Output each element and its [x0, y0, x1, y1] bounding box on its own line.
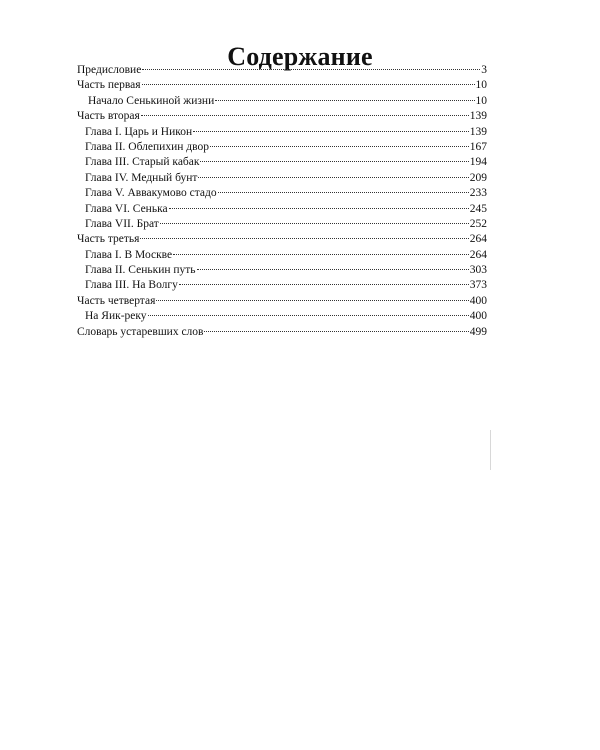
dot-leader — [140, 238, 468, 239]
dot-leader — [142, 84, 475, 85]
dot-leader — [218, 192, 469, 193]
toc-entry-title: Часть первая — [77, 79, 141, 92]
toc-entry-title: Глава VI. Сенька — [85, 202, 168, 215]
toc-entry-page: 167 — [469, 140, 487, 153]
toc-entry-page: 10 — [475, 94, 487, 107]
toc-entry-page: 303 — [469, 264, 487, 277]
toc-entry-title: На Яик-реку — [85, 310, 147, 323]
dot-leader — [148, 315, 469, 316]
toc-entry-page: 194 — [469, 156, 487, 169]
toc-entry-part-two — [77, 109, 487, 124]
dot-leader — [156, 300, 468, 301]
toc-entry-page: 264 — [469, 248, 487, 261]
toc-entry-senka-life — [77, 94, 487, 109]
toc-entry-title: Часть третья — [77, 233, 140, 246]
toc-entry-page: 264 — [469, 233, 487, 246]
toc-entry-title: Глава III. На Волгу — [85, 279, 178, 292]
dot-leader — [193, 131, 469, 132]
scan-artifact-line — [490, 430, 491, 470]
dot-leader — [179, 284, 469, 285]
toc-entry-title: Глава V. Аввакумово стадо — [85, 187, 217, 200]
dot-leader — [204, 331, 468, 332]
dot-leader — [198, 177, 468, 178]
toc-entry-page: 400 — [469, 310, 487, 323]
toc-entry-part-three-chapter-1 — [77, 248, 487, 263]
toc-entry-chapter-4 — [77, 171, 487, 186]
toc-entry-title: Глава I. В Москве — [85, 248, 173, 261]
toc-entry-part-four — [77, 294, 487, 309]
page-title: Содержание — [227, 42, 373, 72]
toc-entry-title: Начало Сенькиной жизни — [88, 94, 215, 107]
dot-leader — [215, 100, 474, 101]
toc-entry-title: Глава II. Облепихин двор — [85, 140, 209, 153]
dot-leader — [210, 146, 469, 147]
toc-entry-title: Часть четвертая — [77, 294, 156, 307]
toc-entry-chapter-5 — [77, 186, 487, 201]
toc-entry-page: 139 — [469, 110, 487, 123]
dot-leader — [141, 115, 469, 116]
toc-entry-part-three — [77, 232, 487, 247]
toc-entry-glossary — [77, 325, 487, 340]
toc-entry-foreword — [77, 63, 487, 78]
toc-entry-chapter-3 — [77, 155, 487, 170]
toc-entry-title: Предисловие — [77, 64, 142, 76]
dot-leader — [160, 223, 469, 224]
toc-entry-chapter-2 — [77, 140, 487, 155]
toc-entry-part-one — [77, 78, 487, 93]
dot-leader — [197, 269, 469, 270]
toc-entry-page: 139 — [469, 125, 487, 138]
toc-entry-chapter-1 — [77, 125, 487, 140]
toc-entry-page: 209 — [469, 171, 487, 184]
toc-entry-page: 233 — [469, 187, 487, 200]
dot-leader — [173, 254, 469, 255]
toc-entry-title: Глава II. Сенькин путь — [85, 264, 196, 277]
toc-entry-page: 3 — [481, 64, 487, 76]
toc-entry-title: Глава VII. Брат — [85, 217, 159, 230]
table-of-contents — [77, 63, 487, 340]
toc-entry-title: Глава III. Старый кабак — [85, 156, 200, 169]
toc-entry-title: Часть вторая — [77, 110, 140, 123]
toc-entry-title: Глава I. Царь и Никон — [85, 125, 193, 138]
toc-entry-chapter-6 — [77, 202, 487, 217]
toc-entry-part-three-chapter-2 — [77, 263, 487, 278]
toc-entry-page: 252 — [469, 217, 487, 230]
toc-entry-chapter-7 — [77, 217, 487, 232]
dot-leader — [200, 161, 468, 162]
toc-entry-page: 400 — [469, 294, 487, 307]
toc-entry-page: 245 — [469, 202, 487, 215]
toc-entry-page: 373 — [469, 279, 487, 292]
toc-entry-page: 10 — [475, 79, 487, 92]
dot-leader — [169, 208, 469, 209]
toc-entry-yaik-river — [77, 309, 487, 324]
toc-entry-page: 499 — [469, 325, 487, 338]
toc-entry-title: Глава IV. Медный бунт — [85, 171, 198, 184]
toc-entry-part-three-chapter-3 — [77, 278, 487, 293]
toc-entry-title: Словарь устаревших слов — [77, 325, 204, 338]
dot-leader — [142, 69, 480, 70]
